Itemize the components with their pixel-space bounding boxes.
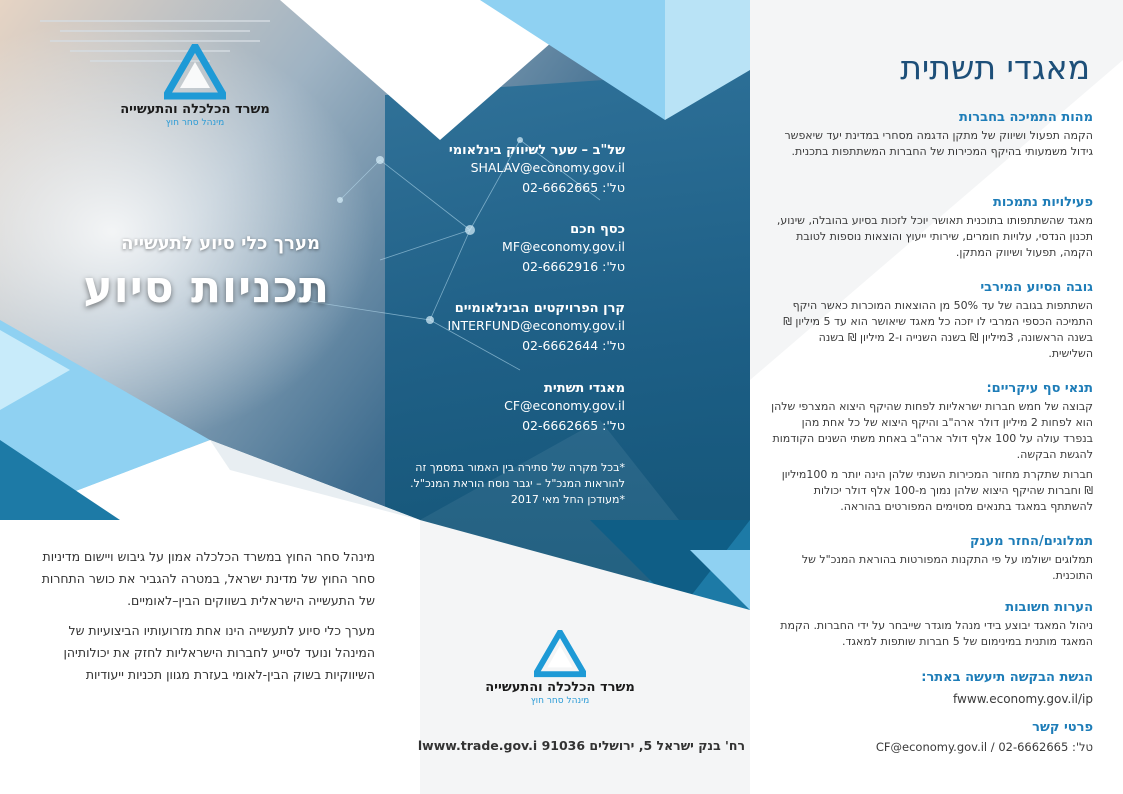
contact-email[interactable]: CF@economy.gov.il — [504, 398, 625, 413]
contact-title: של"ב – שער לשיווק בינלאומי — [448, 143, 625, 158]
top-logo — [105, 44, 285, 128]
disclaimer-note — [345, 460, 625, 508]
section-eligibility — [771, 381, 1093, 515]
logo-name: משרד הכלכלה והתעשייה — [120, 102, 270, 117]
section-heading: תנאי סף עיקריים: — [986, 381, 1093, 396]
contact-phone: טל': 02-6662916 — [522, 259, 625, 274]
section-heading: מהות התמיכה בחברות — [958, 110, 1093, 125]
section-text: ניהול המאגד יבוצע בידי מנהל מוגדר שייבחר על ידי החברות. הקמת המאגד מותנית במינימום של 5 חברות שותפות למאגד. — [780, 619, 1093, 648]
ministry-logo-icon — [534, 630, 586, 678]
bottom-logo — [470, 630, 650, 706]
contact-phone: טל': 02-6662644 — [522, 338, 625, 353]
about-paragraph: מינהל סחר החוץ במשרד הכלכלה אמון על גיבוש ויישום מדיניות סחר החוץ של מדינת ישראל, במטרה להגביר את כושר התחרות של התעשייה הישראלית בשווקים הבין–לאומיים. — [41, 549, 375, 608]
section-text: חברות שתקרת מחזור המכירות השנתי שלהן הינה יותר מ 100מיליון ₪ וחברות שהיקף היצוא שלהן נמוך מ-100 אלף דולר יכולות להשתתף במאגד בתנאים מסוימים המפורטים בהוראה. — [781, 468, 1093, 513]
section-heading: הערות חשובות — [1005, 600, 1093, 615]
section-max-support — [771, 280, 1093, 362]
application-url[interactable]: fwww.economy.gov.il/ip — [953, 692, 1093, 706]
section-contact-details — [771, 720, 1093, 755]
address-line: רח' בנק ישראל 5, ירושלים 91036 lwww.trade.gov.i — [417, 738, 745, 753]
section-support-essence — [771, 110, 1093, 160]
section-important-notes — [771, 600, 1093, 650]
contact-title: כסף חכם — [570, 222, 625, 237]
section-text: קבוצה של חמש חברות ישראליות לפחות שהיקף היצוא המצרפי שלהן הוא לפחות 2 מיליון דולר ארה"ב והיקף היצוא של כל אחת מהן בנפרד עולה על 100 אלף דולר ארה"ב באחת משתי השנים הקודמות להגשת הבקשה. — [771, 400, 1093, 461]
contact-title: קרן הפרויקטים הבינלאומיים — [454, 301, 625, 316]
note-line: *בכל מקרה של סתירה בין האמור במסמך זה — [415, 461, 625, 474]
about-text — [30, 546, 375, 686]
section-heading: הגשת הבקשה תיעשה באתר: — [921, 670, 1093, 685]
section-text: תמלוגים ישולמו על פי התקנות המפורטות בהוראת המנכ"ל של התוכנית. — [801, 553, 1093, 582]
cover-subtitle: מערך כלי סיוע לתעשייה — [121, 233, 320, 254]
contact-phone: טל': 02-6662665 — [522, 180, 625, 195]
section-text: השתתפות בגובה של עד 50% מן ההוצאות המוכרות כאשר היקף התמיכה הכספי המרבי לו יזכה כל מאגד שיאושר הוא עד 5 מיליון ₪ בשנה הראשונה, 3מיליון ₪ בשנה השנייה ו-2 מיליון ₪ בשנה השלישית. — [783, 299, 1093, 360]
cover-title: תכניות סיוע — [83, 262, 330, 313]
program-title: מאגדי תשתית — [900, 48, 1090, 87]
section-text: מאגד שהשתתפותו בתוכנית תאושר יוכל לזכות בסיוע בהובלה, שינוע, תכנון הנדסי, עלויות חומרים, שירותי ייעוץ והוצאות נוספות לטובת הקמה, תפעול ושיווק המתקן. — [776, 214, 1093, 259]
contact-email[interactable]: INTERFUND@economy.gov.il — [447, 318, 625, 333]
section-heading: גובה הסיוע המירבי — [980, 280, 1093, 295]
note-line: *מעודכן החל מאי 2017 — [510, 493, 625, 506]
section-heading: פעילויות נתמכות — [993, 195, 1093, 210]
contact-details-text: טל': 02-6662665 / CF@economy.gov.il — [875, 740, 1093, 754]
contacts-panel — [375, 0, 625, 520]
contact-interfund — [375, 301, 625, 356]
contact-phone: טל': 02-6662665 — [522, 418, 625, 433]
ministry-logo-icon — [164, 44, 226, 100]
section-supported-activities — [771, 195, 1093, 261]
contact-email[interactable]: SHALAV@economy.gov.il — [470, 160, 625, 175]
logo-subtitle: מינהל סחר חוץ — [165, 118, 225, 128]
contact-smart-money — [375, 222, 625, 277]
section-heading: תמלוגים/החזר מענק — [970, 534, 1093, 549]
note-line: להוראות המנכ"ל – יגבר נוסח הוראת המנכ"ל. — [410, 477, 625, 490]
section-heading: פרטי קשר — [1032, 720, 1093, 735]
contact-title: מאגדי תשתית — [543, 381, 625, 396]
contact-infrastructure — [375, 381, 625, 436]
section-application-site — [771, 670, 1093, 707]
about-paragraph: מערך כלי סיוע לתעשייה הינו אחת מזרועותיו הביצועיות של המינהל ונועד לסייע לחברות הישראליות לחזק את יכולותיהן השיווקיות בשוק הבין-לאומי בעזרת מגוון תכניות ייעודיות — [63, 623, 375, 682]
section-royalties — [771, 534, 1093, 584]
contact-email[interactable]: MF@economy.gov.il — [502, 239, 625, 254]
contact-shalav — [375, 143, 625, 198]
section-text: הקמה תפעול ושיווק של מתקן הדגמה מסחרי במדינת יעד שיאפשר גידול משמעותי בהיקף המכירות של החברות המשתתפות בתכנית. — [784, 129, 1093, 158]
logo-subtitle: מינהל סחר חוץ — [530, 696, 590, 706]
logo-name: משרד הכלכלה והתעשייה — [485, 680, 635, 695]
